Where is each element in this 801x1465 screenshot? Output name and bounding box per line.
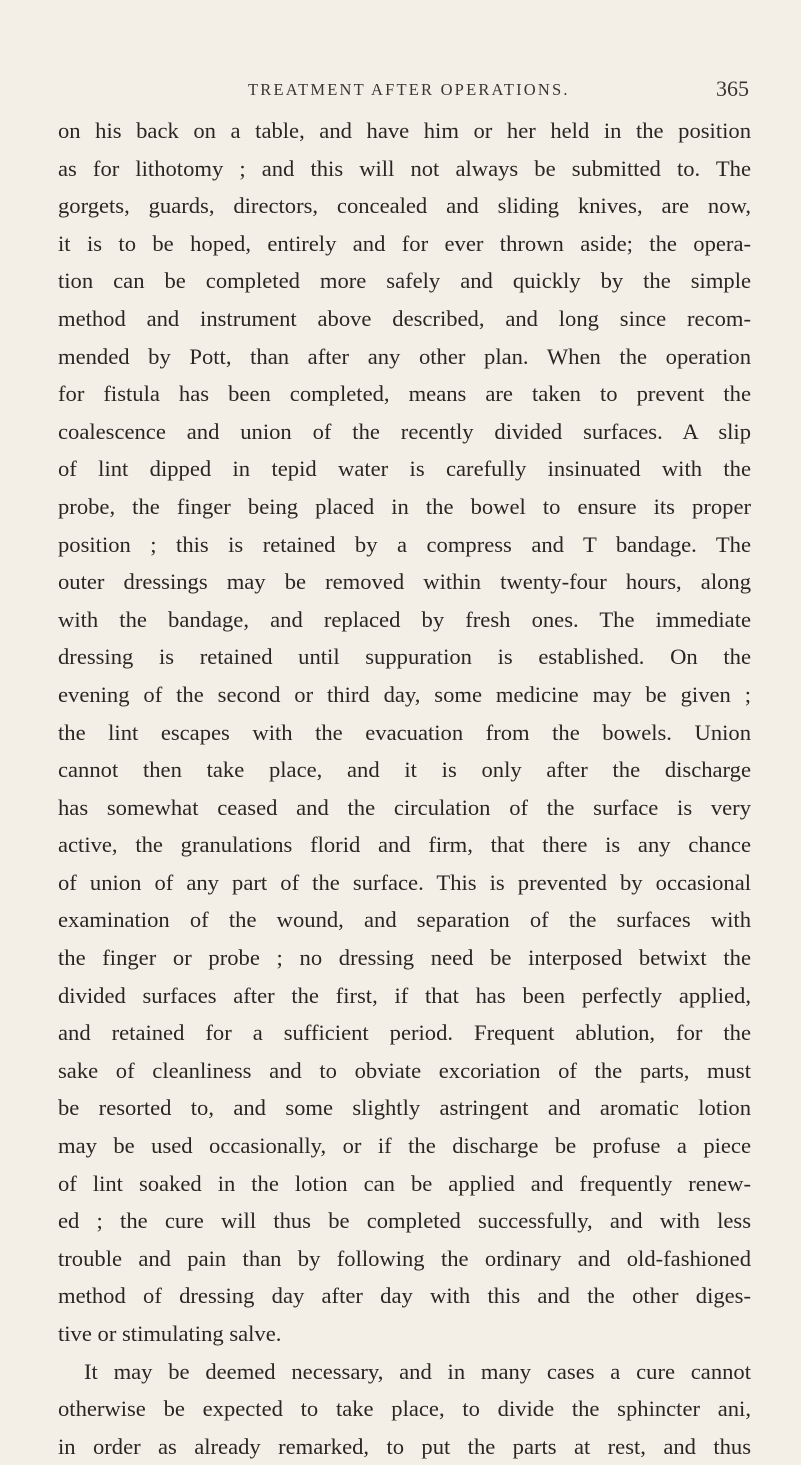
- text-line: examination of the wound, and separation of the surfaces with: [58, 907, 751, 933]
- text-line: ed ; the cure will thus be completed successfully, and with less: [58, 1208, 751, 1234]
- text-line: gorgets, guards, directors, concealed and sliding knives, are now,: [58, 193, 751, 219]
- text-line: tion can be completed more safely and quickly by the simple: [58, 268, 751, 294]
- text-line: dressing is retained until suppuration is established. On the: [58, 644, 751, 670]
- running-head: TREATMENT AFTER OPERATIONS.: [248, 80, 570, 99]
- text-line: evening of the second or third day, some medicine may be given ;: [58, 681, 751, 707]
- text-line: mended by Pott, than after any other plan. When the operation: [58, 343, 751, 369]
- text-line: may be used occasionally, or if the discharge be profuse a piece: [58, 1133, 751, 1159]
- text-line: method of dressing day after day with this and the other diges-: [58, 1283, 751, 1309]
- text-line: of union of any part of the surface. This is prevented by occasional: [58, 869, 751, 895]
- text-line: cannot then take place, and it is only after the discharge: [58, 757, 751, 783]
- text-line: it is to be hoped, entirely and for ever thrown aside; the opera-: [58, 230, 751, 256]
- text-line: sake of cleanliness and to obviate excoriation of the parts, must: [58, 1057, 751, 1083]
- text-line: probe, the finger being placed in the bowel to ensure its proper: [58, 493, 751, 519]
- body-text: [58, 112, 751, 1465]
- text-line: active, the granulations florid and firm, that there is any chance: [58, 832, 751, 858]
- text-line: the lint escapes with the evacuation from the bowels. Union: [58, 719, 751, 745]
- text-line: of lint dipped in tepid water is carefully insinuated with the: [58, 456, 751, 482]
- text-line: divided surfaces after the first, if that has been perfectly applied,: [58, 982, 751, 1008]
- text-line: otherwise be expected to take place, to divide the sphincter ani,: [58, 1396, 751, 1422]
- text-line: as for lithotomy ; and this will not always be submitted to. The: [58, 155, 751, 181]
- text-line: for fistula has been completed, means are taken to prevent the: [58, 381, 751, 407]
- text-line: coalescence and union of the recently divided surfaces. A slip: [58, 418, 751, 444]
- text-line: the finger or probe ; no dressing need be interposed betwixt the: [58, 945, 751, 971]
- text-line-paragraph-start: It may be deemed necessary, and in many cases a cure cannot: [84, 1358, 751, 1384]
- text-line: outer dressings may be removed within twenty-four hours, along: [58, 569, 751, 595]
- text-line: and retained for a sufficient period. Frequent ablution, for the: [58, 1020, 751, 1046]
- text-line: trouble and pain than by following the ordinary and old-fashioned: [58, 1245, 751, 1271]
- text-line: on his back on a table, and have him or her held in the position: [58, 118, 751, 143]
- page-number: 365: [716, 76, 749, 101]
- text-line: method and instrument above described, and long since recom-: [58, 305, 751, 331]
- text-line: in order as already remarked, to put the parts at rest, and thus: [58, 1433, 751, 1459]
- text-line: has somewhat ceased and the circulation of the surface is very: [58, 794, 751, 820]
- text-line: of lint soaked in the lotion can be applied and frequently renew-: [58, 1170, 751, 1196]
- text-line: with the bandage, and replaced by fresh ones. The immediate: [58, 606, 751, 632]
- text-line: be resorted to, and some slightly astringent and aromatic lotion: [58, 1095, 751, 1121]
- text-line: position ; this is retained by a compress and T bandage. The: [58, 531, 751, 557]
- text-line-paragraph-end: tive or stimulating salve.: [58, 1321, 282, 1346]
